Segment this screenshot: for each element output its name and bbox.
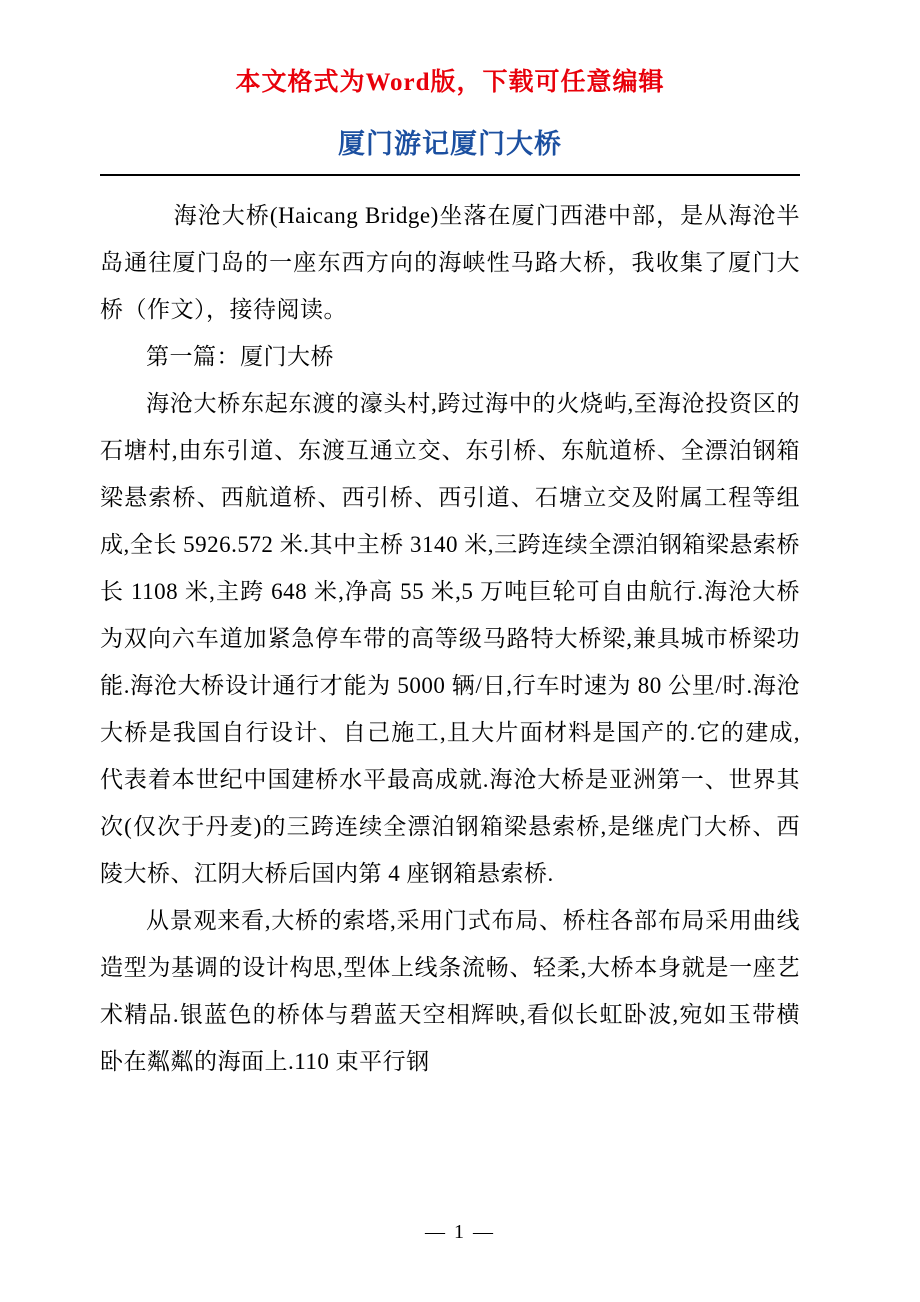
title-divider xyxy=(100,174,800,176)
paragraph-bridge-description: 海沧大桥东起东渡的濠头村,跨过海中的火烧屿,至海沧投资区的石塘村,由东引道、东渡互通立交、东引桥、东航道桥、全漂泊钢箱梁悬索桥、西航道桥、西引桥、西引道、石塘立交及附属工程等组成,全长 5926.572 米.其中主桥 3140 米,三跨连续全漂泊钢箱梁悬索桥长 1108 米,主跨 648 米,净高 55 米,5 万吨巨轮可自由航行.海沧大桥为双向六车道加紧急停车带的高等级马路特大桥梁,兼具城市桥梁功能.海沧大桥设计通行才能为 5000 辆/日,行车时速为 80 公里/时.海沧大桥是我国自行设计、自己施工,且大片面材料是国产的.它的建成,代表着本世纪中国建桥水平最高成就.海沧大桥是亚洲第一、世界其次(仅次于丹麦)的三跨连续全漂泊钢箱梁悬索桥,是继虎门大桥、西陵大桥、江阴大桥后国内第 4 座钢箱悬索桥. xyxy=(100,391,800,886)
document-content xyxy=(100,0,800,1085)
page-title: 厦门游记厦门大桥 xyxy=(338,129,562,159)
document-body xyxy=(100,192,800,1085)
word-format-notice: 本文格式为Word版，下载可任意编辑 xyxy=(235,69,665,96)
paragraph-section-heading: 第一篇：厦门大桥 xyxy=(146,344,334,369)
page-number: — 1 — xyxy=(425,1221,495,1243)
paragraph-intro: 海沧大桥(Haicang Bridge)坐落在厦门西港中部，是从海沧半岛通往厦门岛的一座东西方向的海峡性马路大桥，我收集了厦门大桥（作文），接待阅读。 xyxy=(100,203,800,322)
paragraph-landscape-view: 从景观来看,大桥的索塔,采用门式布局、桥柱各部布局采用曲线造型为基调的设计构思,型体上线条流畅、轻柔,大桥本身就是一座艺术精品.银蓝色的桥体与碧蓝天空相辉映,看似长虹卧波,宛如玉带横卧在粼粼的海面上.110 束平行钢 xyxy=(100,908,800,1074)
